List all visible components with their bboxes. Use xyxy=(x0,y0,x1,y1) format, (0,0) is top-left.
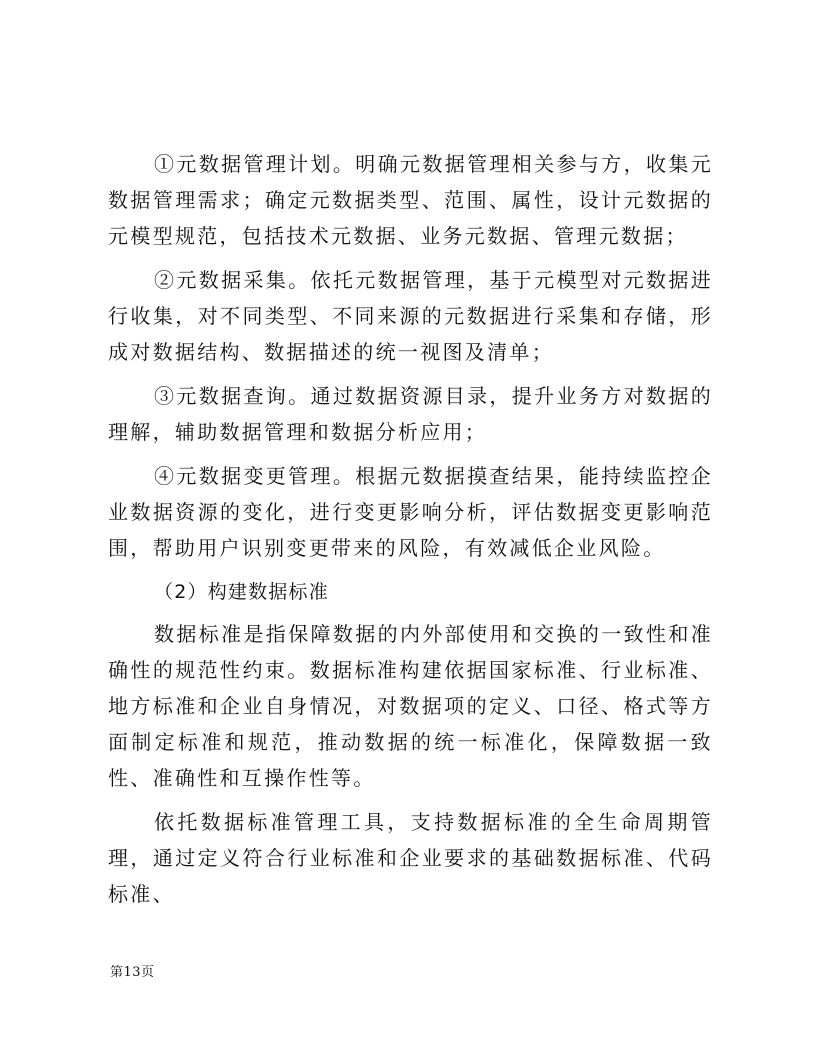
document-body xyxy=(108,146,713,920)
paragraph-metadata-change: ④元数据变更管理。根据元数据摸查结果，能持续监控企业数据资源的变化，进行变更影响分析，评估数据变更影响范围，帮助用户识别变更带来的风险，有效减低企业风险。 xyxy=(108,464,713,560)
paragraph-metadata-collection: ②元数据采集。依托元数据管理，基于元模型对元数据进行收集，对不同类型、不同来源的元数据进行采集和存储，形成对数据结构、数据描述的统一视图及清单； xyxy=(108,268,713,364)
section-heading: （2）构建数据标准 xyxy=(154,581,329,603)
paragraph-metadata-plan: ①元数据管理计划。明确元数据管理相关参与方，收集元数据管理需求；确定元数据类型、范围、属性，设计元数据的元模型规范，包括技术元数据、业务元数据、管理元数据； xyxy=(108,152,713,248)
paragraph-metadata-query: ③元数据查询。通过数据资源目录，提升业务方对数据的理解，辅助数据管理和数据分析应用； xyxy=(108,384,713,444)
page-number: 第13页 xyxy=(110,965,155,980)
paragraph-data-standard-tools: 依托数据标准管理工具，支持数据标准的全生命周期管理，通过定义符合行业标准和企业要求的基础数据标准、代码标准、 xyxy=(108,810,713,906)
paragraph-data-standard-definition: 数据标准是指保障数据的内外部使用和交换的一致性和准确性的规范性约束。数据标准构建依据国家标准、行业标准、地方标准和企业自身情况，对数据项的定义、口径、格式等方面制定标准和规范，推动数据的统一标准化，保障数据一致性、准确性和互操作性等。 xyxy=(108,622,713,790)
